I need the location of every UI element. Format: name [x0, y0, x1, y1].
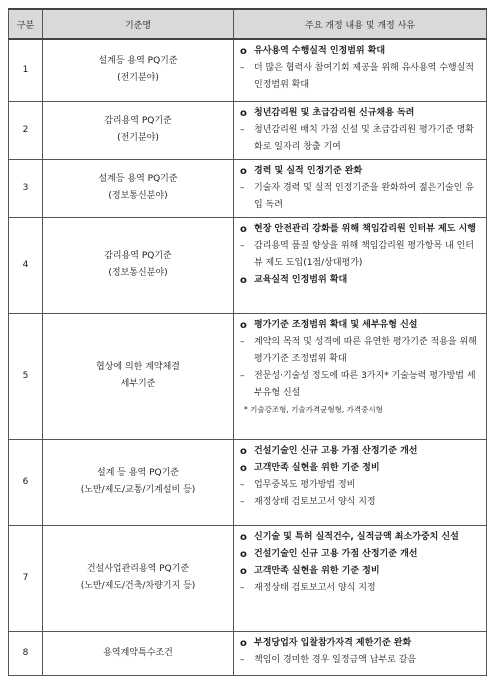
row-number: 6: [9, 439, 43, 525]
revision-item: [240, 529, 482, 546]
standard-name-line: (전기분야): [117, 73, 159, 84]
revision-sub-item: [240, 238, 482, 272]
item-text: 경력 및 실적 인정기준 완화: [254, 165, 363, 176]
standard-name-line: 감리용역 PQ기준: [104, 251, 172, 261]
item-text: 계약의 목적 및 성격에 따른 유연한 평가기준 적용을 위해 평가기준 조정범위 확대: [254, 336, 477, 364]
dash-marker: –: [240, 370, 245, 381]
row-number: 4: [9, 217, 43, 313]
item-text: 평가기준 조정범위 확대 및 세부유형 신설: [254, 319, 418, 330]
revision-item: [240, 105, 482, 122]
revision-sub-item: [240, 122, 482, 156]
bullet-marker: o: [240, 548, 247, 560]
revision-item: [240, 272, 482, 289]
bullet-marker: o: [240, 274, 247, 286]
standard-name-cell: [43, 631, 234, 675]
revision-item: [240, 317, 482, 334]
revision-details-cell: [234, 101, 487, 159]
revision-item: [240, 460, 482, 477]
dash-marker: –: [240, 124, 245, 135]
bullet-marker: o: [240, 165, 247, 177]
revision-sub-item: [240, 334, 482, 368]
item-text: 전문성·기술성 정도에 따른 3가지* 기술능력 평가방법 세부유형 신설: [254, 370, 476, 398]
table-row: [9, 439, 487, 525]
revision-item: [240, 221, 482, 238]
standard-name-cell: [43, 217, 234, 313]
bullet-marker: o: [240, 565, 247, 577]
row-number: 1: [9, 39, 43, 101]
item-text: 교육실적 인정범위 확대: [254, 274, 348, 285]
bullet-marker: o: [240, 531, 247, 543]
standard-name-line: 설계등 용역 PQ기준: [98, 56, 178, 67]
revision-item: [240, 563, 482, 580]
row-number: 8: [9, 631, 43, 675]
item-text: 건설기술인 신규 고용 가점 산정기준 개선: [254, 548, 418, 559]
standard-name-cell: [43, 39, 234, 101]
row-number: 5: [9, 313, 43, 439]
item-text: 청년감리원 및 초급감리원 신규채용 독려: [254, 107, 415, 118]
dash-marker: –: [240, 479, 245, 490]
item-text: 감리용역 품질 향상을 위해 책임감리원 평가항목 내 인터뷰 제도 도입(1점/상대평가): [254, 240, 474, 268]
revision-item: [240, 163, 482, 180]
bullet-marker: o: [240, 46, 247, 57]
item-text: 건설기술인 신규 고용 가점 산정기준 개선: [254, 445, 418, 456]
standard-name-line: (노반/제도/건축/차량기지 등): [80, 581, 196, 591]
dash-marker: –: [240, 496, 245, 507]
revision-details-cell: [234, 159, 487, 217]
standard-name-line: 협상에 의한 계약체결: [96, 362, 180, 372]
header-revision-details: 주요 개정 내용 및 개정 사유: [234, 9, 487, 39]
standard-name-cell: [43, 101, 234, 159]
revision-details-cell: [234, 525, 487, 631]
header-category: 구분: [9, 9, 43, 39]
row-number: 7: [9, 525, 43, 631]
table-row: [9, 631, 487, 675]
revision-sub-item: [240, 477, 482, 494]
revision-item: [240, 635, 482, 652]
table-header-row: [9, 9, 487, 39]
table-row: [9, 159, 487, 217]
item-text: 더 많은 협력사 참여기회 제공을 위해 유사용역 수행실적 인정범위 확대: [254, 63, 474, 90]
dash-marker: –: [240, 63, 245, 73]
standard-name-cell: [43, 439, 234, 525]
table-row: [9, 101, 487, 159]
standard-name-line: 건설사업관리용역 PQ기준: [86, 564, 190, 574]
standard-name-cell: [43, 525, 234, 631]
item-text: 재정상태 검토보고서 양식 지정: [254, 582, 376, 593]
item-text: 현장 안전관리 강화를 위해 책임감리원 인터뷰 제도 시행: [254, 223, 476, 234]
standard-name-line: 설계 등 용역 PQ기준: [97, 468, 179, 478]
row-number: 3: [9, 159, 43, 217]
table-row: [9, 39, 487, 101]
bullet-marker: o: [240, 319, 247, 331]
revision-details-cell: [234, 217, 487, 313]
bullet-marker: o: [240, 107, 247, 119]
row-number: 2: [9, 101, 43, 159]
revision-item: [240, 443, 482, 460]
item-text: 기술자 경력 및 실적 인정기준을 완화하여 젊은기술인 유입 독려: [254, 182, 474, 210]
item-text: 고객만족 실현을 위한 기준 정비: [254, 565, 380, 576]
bullet-marker: o: [240, 223, 247, 235]
revision-table: [8, 8, 487, 676]
bullet-marker: o: [240, 637, 247, 649]
revision-sub-item: [240, 652, 482, 669]
bullet-marker: o: [240, 462, 247, 474]
revision-sub-item: [240, 180, 482, 214]
item-text: 유사용역 수행실적 인정범위 확대: [254, 46, 386, 56]
standard-name-line: (정보통신분야): [108, 268, 168, 278]
standard-name-line: (정보통신분야): [108, 191, 168, 201]
dash-marker: –: [240, 336, 245, 347]
standard-name-line: 감리용역 PQ기준: [104, 116, 172, 126]
dash-marker: –: [240, 582, 245, 593]
item-text: 신기술 및 특허 실적건수, 실적금액 최소가중치 신설: [254, 531, 459, 542]
standard-name-line: (노반/제도/교통/기계설비 등): [80, 485, 196, 495]
revision-details-cell: [234, 39, 487, 101]
standard-name-line: (전기분야): [117, 133, 159, 143]
dash-marker: –: [240, 182, 245, 193]
revision-sub-item: [240, 368, 482, 402]
revision-item: [240, 546, 482, 563]
revision-sub-item: [240, 580, 482, 597]
item-text: 고객만족 실현을 위한 기준 정비: [254, 462, 380, 473]
standard-name-line: 용역계약특수조건: [103, 647, 173, 658]
item-text: 업무중복도 평가방법 정비: [254, 479, 356, 490]
footnote: * 기술강조형, 기술가격균형형, 가격중시형: [244, 404, 383, 414]
revision-details-cell: [234, 313, 487, 439]
item-text: 책임이 경미한 경우 일정금액 납부로 갈음: [254, 654, 417, 665]
item-text: 부정당업자 입찰참가자격 제한기준 완화: [254, 637, 412, 648]
item-text: 청년감리원 배치 가점 신설 및 초급감리원 평가기준 명확화로 일자리 창출 기여: [254, 124, 474, 152]
standard-name-line: 설계등 용역 PQ기준: [98, 174, 178, 184]
standard-name-cell: [43, 313, 234, 439]
item-text: 재정상태 검토보고서 양식 지정: [254, 496, 376, 507]
table-row: [9, 313, 487, 439]
revision-sub-item: [240, 60, 482, 94]
revision-details-cell: [234, 631, 487, 675]
revision-sub-item: [240, 494, 482, 511]
dash-marker: –: [240, 240, 245, 251]
standard-name-cell: [43, 159, 234, 217]
revision-item: [240, 43, 482, 60]
header-standard-name: 기준명: [43, 9, 234, 39]
table-row: [9, 525, 487, 631]
standard-name-line: 세부기준: [120, 379, 156, 389]
dash-marker: –: [240, 654, 245, 665]
bullet-marker: o: [240, 445, 247, 457]
table-row: [9, 217, 487, 313]
revision-details-cell: [234, 439, 487, 525]
